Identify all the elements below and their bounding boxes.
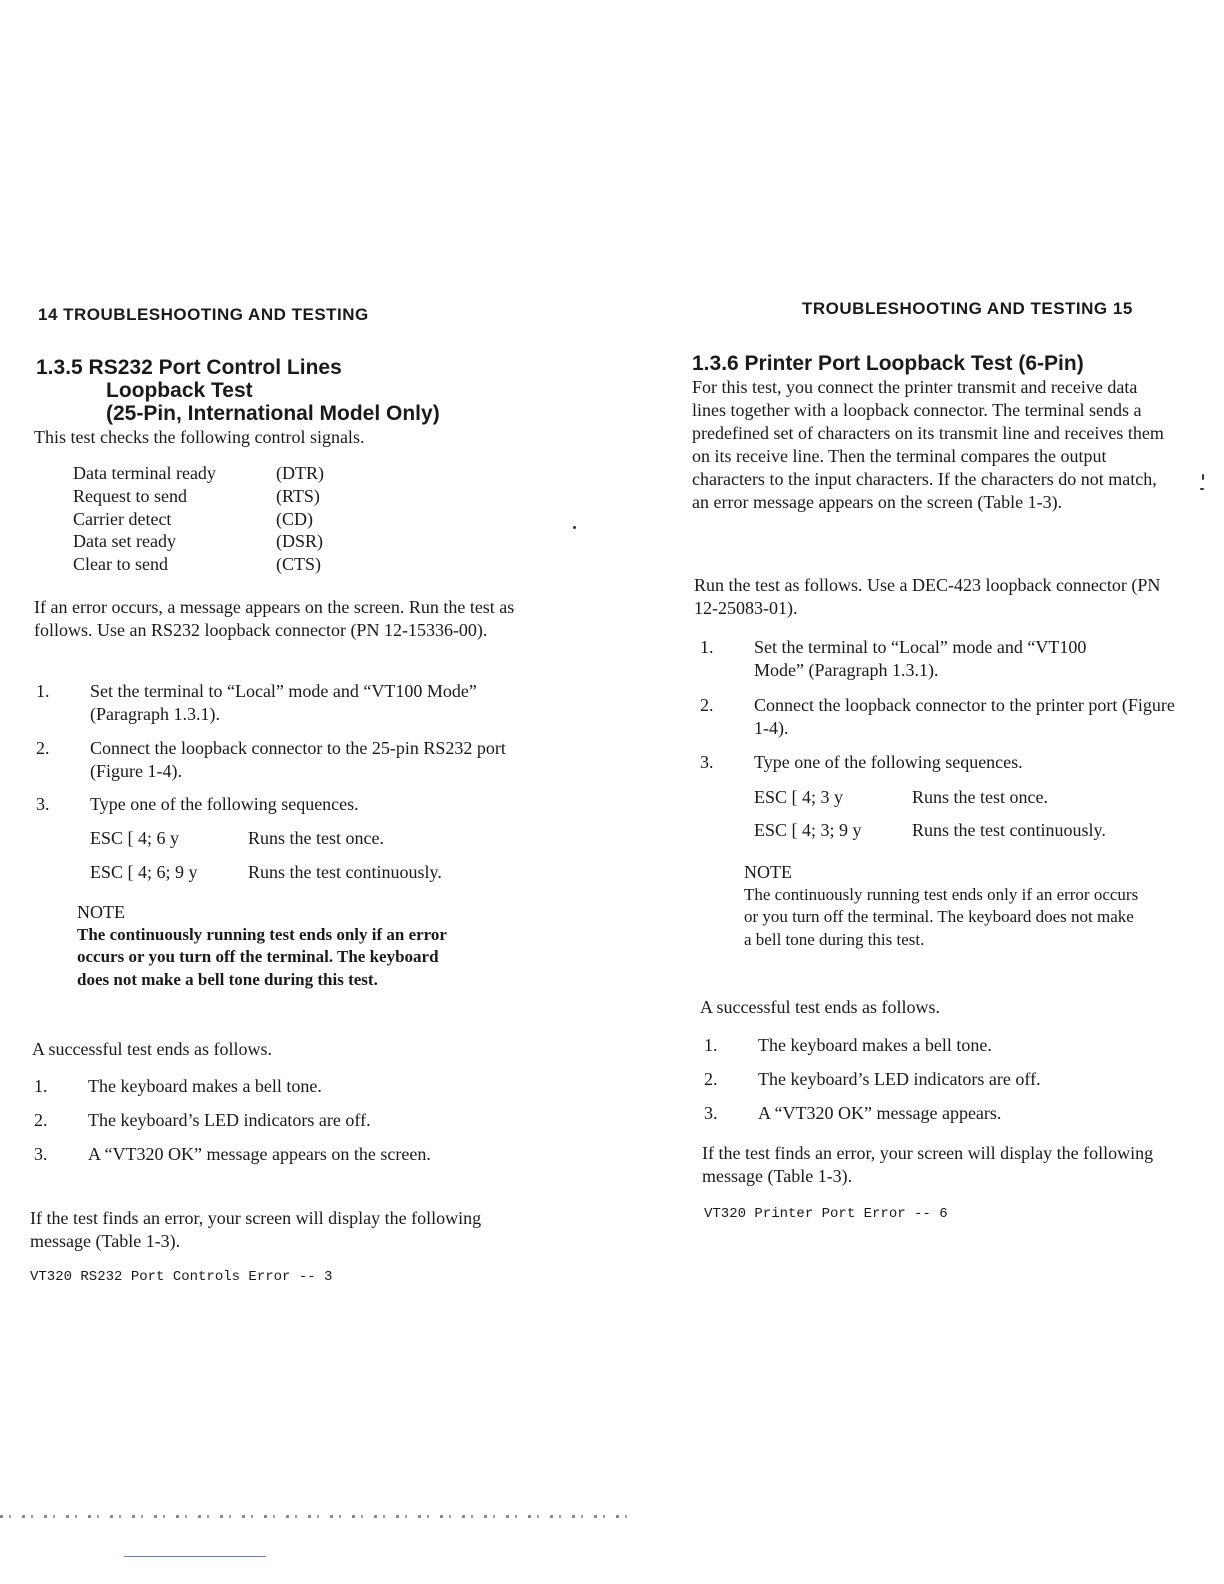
step-number: 2. [700,695,714,715]
success-item [34,1143,464,1166]
success-text: The keyboard’s LED indicators are off. [758,1069,1041,1089]
right-running-header: TROUBLESHOOTING AND TESTING 15 [802,299,1133,318]
step-number: 1. [700,637,714,657]
note-title: NOTE [744,862,792,882]
escape-sequence: ESC [ 4; 6; 9 y [90,862,198,882]
signal-abbr: (RTS) [276,486,320,506]
success-text: The keyboard’s LED indicators are off. [88,1110,371,1130]
sequence-description: Runs the test continuously. [248,862,442,882]
note-text: The continuously running test ends only if an error occurs or you turn off the terminal. The keyboard does not make a bell tone during this test. [744,884,1139,949]
success-item [34,1109,504,1132]
signal-row [73,508,313,531]
step-item [36,737,506,783]
step-item [700,694,1180,740]
sequence-description: Runs the test continuously. [912,820,1106,840]
step-text: Connect the loopback connector to the printer port (Figure 1-4). [754,695,1175,738]
sequence-description: Runs the test once. [248,828,384,848]
success-number: 1. [704,1035,718,1055]
success-item [34,1075,504,1098]
success-number: 2. [34,1110,48,1130]
escape-sequence: ESC [ 4; 6 y [90,828,180,848]
step-text: Connect the loopback connector to the 25-pin RS232 port (Figure 1-4). [90,738,506,781]
sequence-row [754,819,1106,842]
error-paragraph: If an error occurs, a message appears on the screen. Run the test as follows. Use an RS232 loopback connector (PN 12-15336-00). [34,597,515,640]
signal-row [73,462,324,485]
step-item [36,793,506,816]
escape-sequence: ESC [ 4; 3 y [754,787,844,807]
note-box [77,901,472,991]
scan-speck [1202,474,1204,480]
section-title-line3: (25-Pin, International Model Only) [106,402,440,425]
section-title-line1: 1.3.5 RS232 Port Control Lines [36,356,342,379]
signal-name: Request to send [73,486,187,506]
success-number: 1. [34,1076,48,1096]
step-item [700,636,1140,682]
sequence-row [754,786,1048,809]
fail-paragraph: If the test finds an error, your screen will display the following message (Table 1-3). [30,1208,482,1251]
sequence-row [90,827,384,850]
step-number: 1. [36,681,50,701]
step-number: 2. [36,738,50,758]
fail-paragraph: If the test finds an error, your screen will display the following message (Table 1-3). [702,1143,1154,1186]
success-number: 3. [704,1103,718,1123]
success-text: The keyboard makes a bell tone. [88,1076,322,1096]
success-item [704,1102,1144,1125]
note-title: NOTE [77,902,125,922]
intro-paragraph: For this test, you connect the printer transmit and receive data lines together with a loopback connector. The terminal sends a predefined set of characters on its transmit line and receives them on its receive line. Then the terminal compares the output characters to the input characters. If the characters do not match, an error message appears on the screen (Table 1-3). [692,377,1164,512]
left-running-header: 14 TROUBLESHOOTING AND TESTING [38,305,369,324]
intro-text: This test checks the following control signals. [34,427,365,447]
signal-name: Clear to send [73,554,168,574]
step-number: 3. [36,794,50,814]
section-title-1-3-5 [36,356,440,425]
success-intro: A successful test ends as follows. [700,997,940,1017]
signal-name: Carrier detect [73,509,172,529]
section-title-1-3-6: 1.3.6 Printer Port Loopback Test (6-Pin) [692,352,1084,375]
error-message: VT320 RS232 Port Controls Error -- 3 [30,1269,333,1285]
signal-abbr: (DSR) [276,531,324,551]
success-text: The keyboard makes a bell tone. [758,1035,992,1055]
signal-row [73,485,320,508]
blue-scan-line [124,1556,266,1557]
signal-abbr: (CTS) [276,554,321,574]
success-item [704,1034,1144,1057]
signal-row [73,553,321,576]
step-text: Type one of the following sequences. [754,752,1023,772]
note-text: The continuously running test ends only if an error occurs or you turn off the terminal. The keyboard does not make a bell tone during this test. [77,924,447,989]
step-text: Set the terminal to “Local” mode and “VT100 Mode” (Paragraph 1.3.1). [754,637,1087,680]
success-item [704,1068,1144,1091]
success-text: A “VT320 OK” message appears. [758,1103,1002,1123]
success-number: 2. [704,1069,718,1089]
step-text: Set the terminal to “Local” mode and “VT100 Mode” (Paragraph 1.3.1). [90,681,477,724]
scan-speck [1200,488,1204,490]
scan-noise-line [0,1515,630,1518]
error-message: VT320 Printer Port Error -- 6 [704,1206,948,1222]
signal-row [73,530,323,553]
step-item [36,680,506,726]
section-title-line2: Loopback Test [106,379,253,402]
step-number: 3. [700,752,714,772]
success-intro: A successful test ends as follows. [32,1039,272,1059]
run-paragraph: Run the test as follows. Use a DEC-423 loopback connector (PN 12-25083-01). [694,575,1161,618]
signal-name: Data terminal ready [73,463,216,483]
step-text: Type one of the following sequences. [90,794,359,814]
escape-sequence: ESC [ 4; 3; 9 y [754,820,862,840]
signal-name: Data set ready [73,531,176,551]
success-text: A “VT320 OK” message appears on the screen. [88,1144,431,1164]
signal-abbr: (DTR) [276,463,324,483]
success-number: 3. [34,1144,48,1164]
sequence-description: Runs the test once. [912,787,1048,807]
sequence-row [90,861,442,884]
note-box [744,861,1139,951]
step-item [700,751,1140,774]
scan-speck [573,526,576,529]
signal-abbr: (CD) [276,509,313,529]
